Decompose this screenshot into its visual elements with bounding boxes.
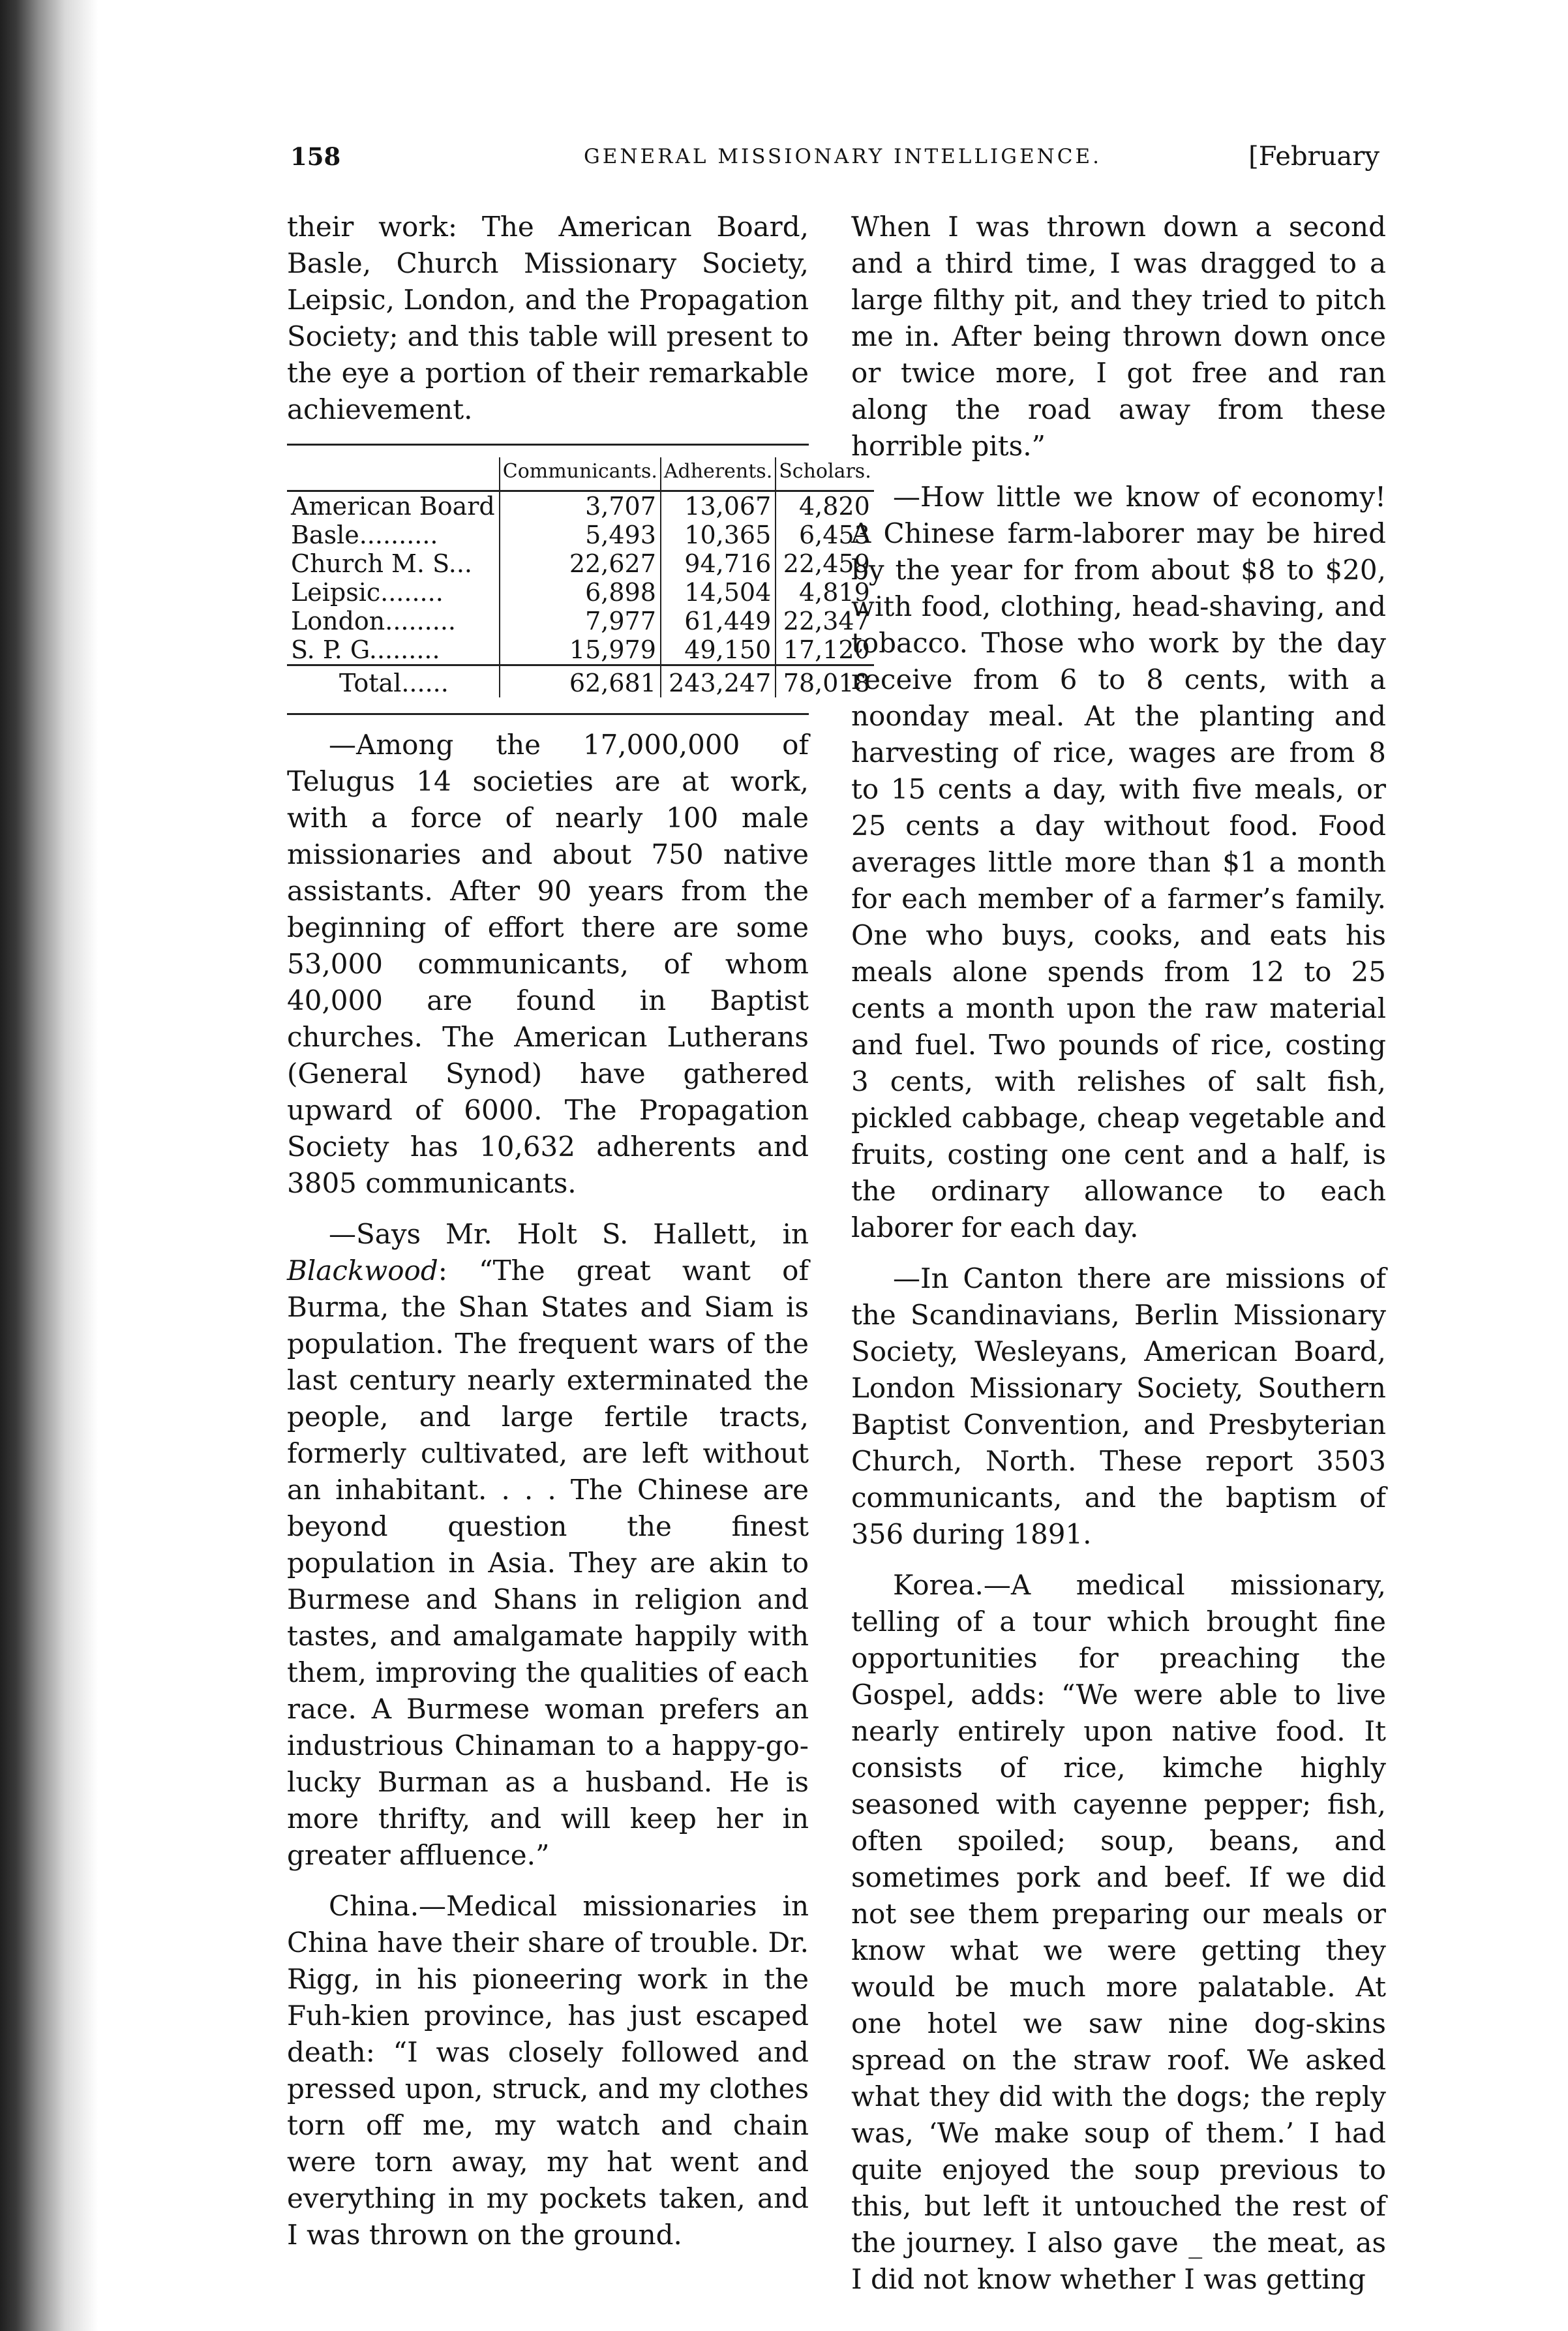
adherents-cell: 10,365 [661, 521, 776, 549]
missions-statistics-table [287, 457, 874, 697]
communicants-cell: 7,977 [500, 607, 661, 635]
telugus-paragraph: —Among the 17,000,000 of Telugus 14 societies are at work, with a force of nearly 100 male missionaries and about 750 native assistants. After 90 years from the beginning of effort there are some 53,000 communicants, of whom 40,000 are found in Baptist churches. The American Lutherans (General Synod) have gathered upward of 6000. The Propagation Society has 10,632 adherents and 3805 communicants. [287, 729, 809, 1199]
table-top-rule [287, 444, 809, 446]
total-scholars: 78,018 [776, 665, 874, 698]
adherents-cell: 13,067 [661, 491, 776, 521]
scholars-cell: 6,453 [776, 521, 874, 549]
society-name: Leipsic........ [291, 578, 444, 607]
communicants-cell: 15,979 [500, 635, 661, 665]
scholars-cell: 4,819 [776, 578, 874, 607]
society-name: American Board [291, 492, 495, 521]
column-header-scholars: Scholars. [776, 457, 874, 491]
total-adherents: 243,247 [661, 665, 776, 698]
header-month: [February [1248, 142, 1380, 172]
society-name: S. P. G......... [291, 635, 440, 664]
adherents-cell: 49,150 [661, 635, 776, 665]
table-row [287, 635, 874, 665]
communicants-cell: 5,493 [500, 521, 661, 549]
column-header-society [287, 457, 500, 491]
adherents-cell: 61,449 [661, 607, 776, 635]
scholars-cell: 22,347 [776, 607, 874, 635]
running-title: GENERAL MISSIONARY INTELLIGENCE. [584, 145, 1102, 168]
communicants-cell: 3,707 [500, 491, 661, 521]
adherents-cell: 14,504 [661, 578, 776, 607]
total-label: Total...... [287, 665, 500, 698]
economy-paragraph: —How little we know of economy! A Chinese farm-laborer may be hired by the year for from about $8 to $20, with food, clothing, head-shaving, and tobacco. Those who work by the day receive from 6 to 8 cents, with a noonday meal. At the planting and harvesting of rice, wages are from 8 to 15 cents a day, with five meals, or 25 cents a day without food. Food averages little more than $1 a month for each member of a farmer’s family. One who buys, cooks, and eats his meals alone spends from 12 to 25 cents a month upon the raw material and fuel. Two pounds of rice, costing 3 cents, with relishes of salt fish, pickled cabbage, cheap vegetable and fruits, costing one cent and a half, is the ordinary allowance to each laborer for each day. [851, 481, 1386, 1243]
society-name: Basle.......... [291, 521, 438, 549]
table-row [287, 491, 874, 521]
table-row [287, 607, 874, 635]
scholars-cell: 4,820 [776, 491, 874, 521]
page-number: 158 [290, 142, 341, 171]
table-total-row [287, 665, 874, 698]
china-continuation: When I was thrown down a second and a third time, I was dragged to a large filthy pit, and they tried to pitch me in. After being thrown down once or twice more, I got free and ran along the road away from these horrible pits.” [851, 211, 1386, 462]
hallett-quote: : “The great want of Burma, the Shan States and Siam is population. The frequent wars of the last century nearly exterminated the people, and large fertile tracts, formerly cultivated, are left without an inhabitant. . . . The Chinese are beyond question the finest population in Asia. They are akin to Burmese and Shans in religion and tastes, and amalgamate happily with them, improving the qualities of each race. A Burmese woman prefers an industrious Chinaman to a happy-go-lucky Burman as a husband. He is more thrifty, and will keep her in greater affluence.” [287, 1255, 809, 1871]
column-header-adherents: Adherents. [661, 457, 776, 491]
hallett-intro: —Says Mr. Holt S. Hallett, in [329, 1218, 809, 1250]
column-header-communicants: Communicants. [500, 457, 661, 491]
table-row [287, 521, 874, 549]
society-name: Church M. S... [291, 549, 473, 578]
china-paragraph: China.—Medical missionaries in China have their share of trouble. Dr. Rigg, in his pioneering work in the Fuh-kien province, has just escaped death: “I was closely followed and pressed upon, struck, and my clothes torn off me, my watch and chain were torn away, my hat went and everything in my pockets taken, and I was thrown on the ground. [287, 1890, 809, 2251]
adherents-cell: 94,716 [661, 549, 776, 578]
total-communicants: 62,681 [500, 665, 661, 698]
communicants-cell: 6,898 [500, 578, 661, 607]
scholars-cell: 22,459 [776, 549, 874, 578]
hallett-source: Blackwood [287, 1255, 438, 1287]
society-name: London......... [291, 607, 456, 635]
intro-paragraph: their work: The American Board, Basle, Church Missionary Society, Leipsic, London, and the Propagation Society; and this table will present to the eye a portion of their remarkable achievement. [287, 211, 809, 425]
canton-paragraph: —In Canton there are missions of the Scandinavians, Berlin Missionary Society, Wesleyans, American Board, London Missionary Society, Southern Baptist Convention, and Presbyterian Church, North. These report 3503 communicants, and the baptism of 356 during 1891. [851, 1262, 1386, 1550]
table-row [287, 549, 874, 578]
communicants-cell: 22,627 [500, 549, 661, 578]
table-header-row [287, 457, 874, 491]
table-row [287, 578, 874, 607]
table-bottom-rule [287, 713, 809, 715]
korea-paragraph: Korea.—A medical missionary, telling of a tour which brought fine opportunities for preaching the Gospel, adds: “We were able to live nearly entirely upon native food. It consists of rice, kimche highly seasoned with cayenne pepper; fish, often spoiled; soup, beans, and sometimes pork and beef. If we did not see them preparing our meals or know what we were getting they would be much more palatable. At one hotel we saw nine dog-skins spread on the straw roof. We asked what they did with the dogs; the reply was, ‘We make soup of them.’ I had quite enjoyed the soup previous to this, but left it untouched the rest of the journey. I also gave _ the meat, as I did not know whether I was getting [851, 1569, 1386, 2295]
hallett-paragraph [287, 1216, 809, 1874]
right-column [851, 209, 1386, 2312]
left-column [287, 209, 871, 2268]
scanned-binding-edge [0, 0, 98, 2331]
page-header [290, 137, 1380, 176]
scholars-cell: 17,120 [776, 635, 874, 665]
